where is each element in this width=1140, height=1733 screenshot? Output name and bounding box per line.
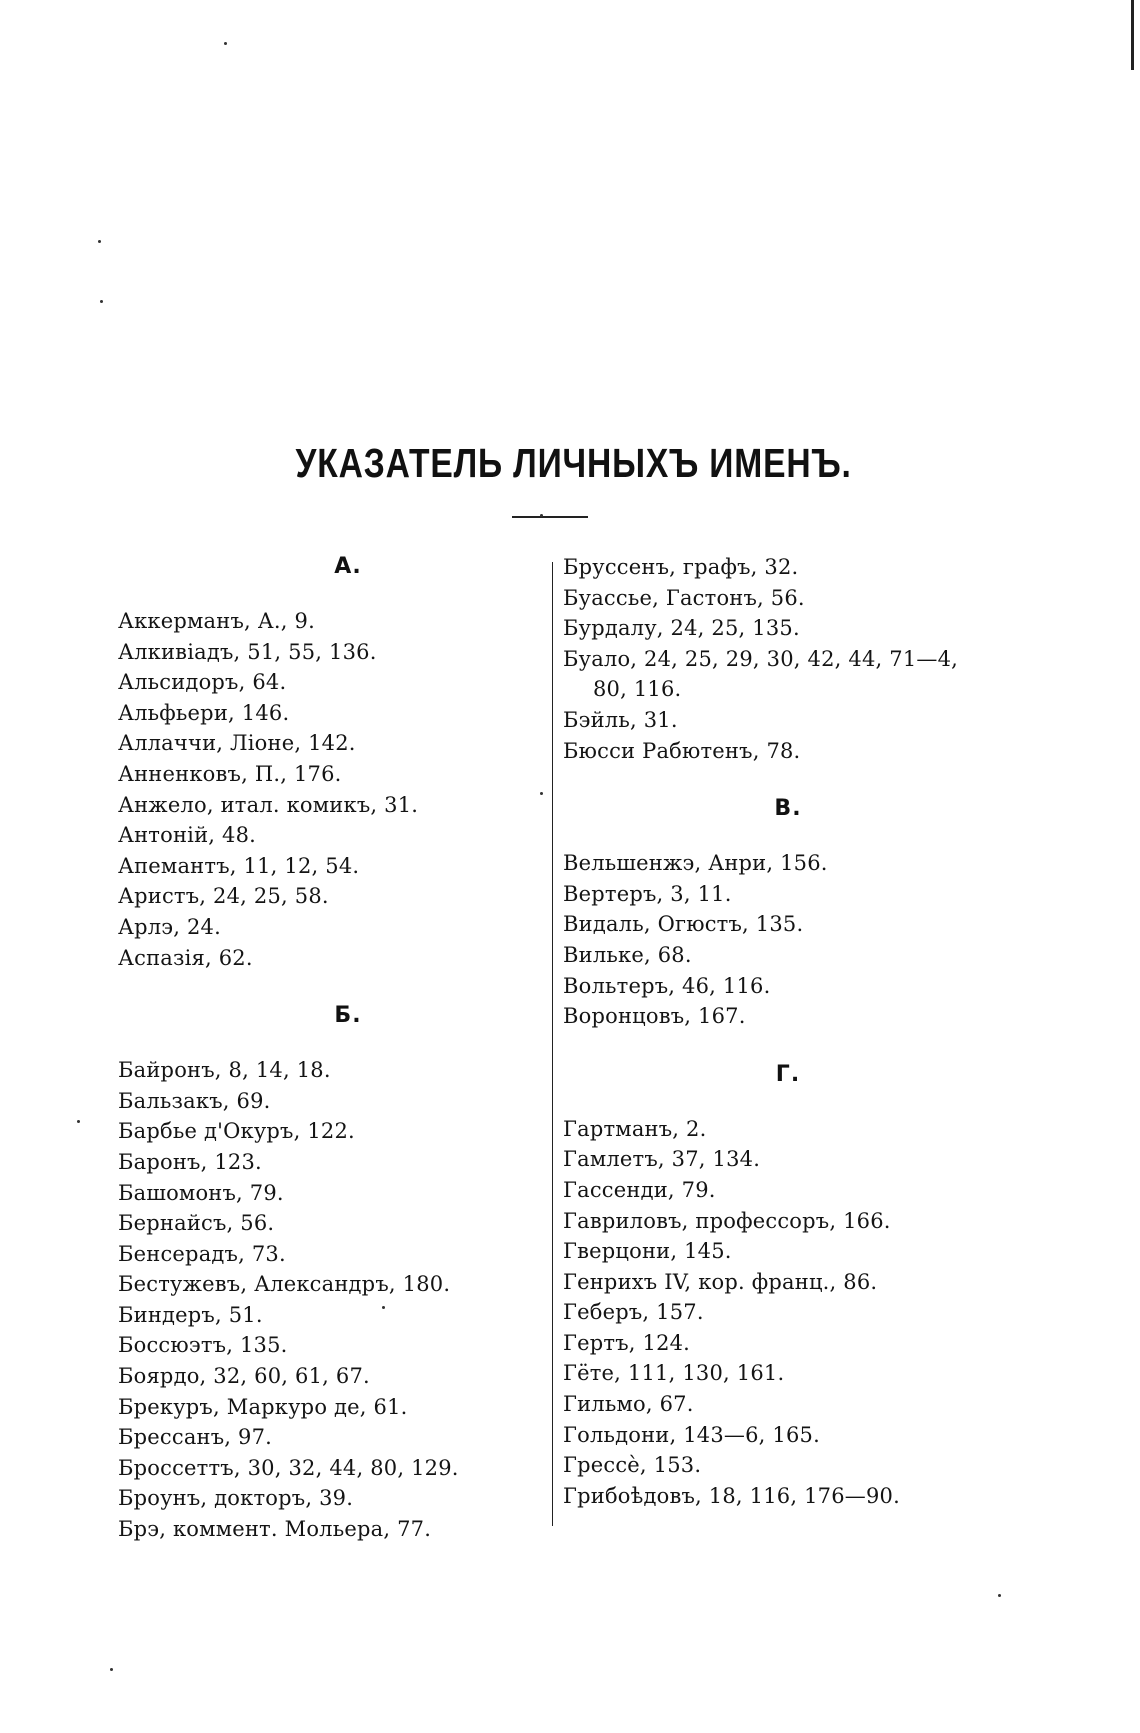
index-entry: Вильке, 68. <box>563 942 692 967</box>
section-g <box>563 1060 1003 1512</box>
index-entry: Воронцовъ, 167. <box>563 1004 746 1029</box>
index-entry: Гольдони, 143—6, 165. <box>563 1422 820 1447</box>
index-entry: Генрихъ IV, кор. франц., 86. <box>563 1269 878 1294</box>
column-divider <box>552 562 553 1526</box>
index-entry: Анненковъ, П., 176. <box>118 761 342 786</box>
section-letter-v: В. <box>774 796 802 822</box>
index-entry: Вольтеръ, 46, 116. <box>563 973 771 998</box>
print-speck <box>382 1306 385 1309</box>
entry-list-b <box>118 1055 548 1545</box>
index-entry: Брекуръ, Маркуро де, 61. <box>118 1394 408 1419</box>
index-entry: Гартманъ, 2. <box>563 1116 707 1141</box>
section-letter-a: А. <box>334 554 362 579</box>
print-speck <box>998 1594 1001 1597</box>
left-column <box>118 552 548 1545</box>
right-column <box>563 552 1003 1511</box>
section-letter-b: Б. <box>334 1003 362 1029</box>
index-entry: Броссеттъ, 30, 32, 44, 80, 129. <box>118 1455 459 1480</box>
index-entry: Аккерманъ, А., 9. <box>118 609 315 633</box>
index-entry: Барбье д'Окуръ, 122. <box>118 1119 355 1144</box>
index-entry: Гассенди, 79. <box>563 1177 716 1202</box>
index-entry: Гверцони, 145. <box>563 1239 732 1264</box>
entry-list-v <box>563 848 1003 1032</box>
print-speck <box>98 240 101 243</box>
section-a <box>118 552 548 973</box>
index-entry: Вельшенжэ, Анри, 156. <box>563 851 828 876</box>
index-entry: Альсидоръ, 64. <box>118 670 287 695</box>
index-entry: Гавриловъ, профессоръ, 166. <box>563 1208 891 1233</box>
index-entry: Бруссенъ, графъ, 32. <box>563 555 799 579</box>
index-entry: Гёте, 111, 130, 161. <box>563 1361 785 1386</box>
index-entry: Бенсерадъ, 73. <box>118 1241 286 1266</box>
section-b <box>118 1001 548 1545</box>
index-entry: Видаль, Огюстъ, 135. <box>563 912 804 937</box>
print-speck <box>540 514 543 517</box>
index-entry: Бэйль, 31. <box>563 707 678 732</box>
index-entry: Апемантъ, 11, 12, 54. <box>118 853 360 878</box>
index-entry: Гильмо, 67. <box>563 1392 694 1417</box>
index-entry: Бестужевъ, Александръ, 180. <box>118 1272 451 1297</box>
index-entry: Аспазія, 62. <box>118 945 253 970</box>
index-entry: Бюсси Рабютенъ, 78. <box>563 738 801 763</box>
index-entry: Боярдо, 32, 60, 61, 67. <box>118 1364 370 1389</box>
index-entry: Анжело, итал. комикъ, 31. <box>118 792 419 817</box>
index-entry: Бернайсъ, 56. <box>118 1211 275 1236</box>
print-speck <box>77 1120 80 1123</box>
index-entry: Боссюэтъ, 135. <box>118 1333 288 1358</box>
index-entry-continuation: 80, 116. <box>593 677 682 702</box>
index-entry: Вертеръ, 3, 11. <box>563 881 732 906</box>
index-entry: Баронъ, 123. <box>118 1149 262 1174</box>
index-entry: Аристъ, 24, 25, 58. <box>118 884 329 909</box>
page-edge-line <box>1131 0 1134 70</box>
index-entry: Гертъ, 124. <box>563 1330 691 1355</box>
print-speck <box>100 300 103 303</box>
title-rule <box>512 516 588 518</box>
section-v <box>563 794 1003 1032</box>
index-entry: Буассье, Гастонъ, 56. <box>563 585 805 610</box>
index-entry: Гамлетъ, 37, 134. <box>563 1147 761 1172</box>
index-entry: Бурдалу, 24, 25, 135. <box>563 616 800 641</box>
entry-list-b-continued <box>563 552 1003 766</box>
index-entry: Альфьери, 146. <box>118 700 290 725</box>
index-entry: Грессè, 153. <box>563 1453 702 1478</box>
index-entry: Брессанъ, 97. <box>118 1425 273 1450</box>
index-entry: Броунъ, докторъ, 39. <box>118 1486 354 1511</box>
section-letter-g: Г. <box>775 1061 801 1087</box>
index-entry: Буало, 24, 25, 29, 30, 42, 44, 71—4, <box>563 646 959 671</box>
index-entry: Алкивіадъ, 51, 55, 136. <box>118 639 377 664</box>
print-speck <box>110 1668 113 1671</box>
entry-list-a <box>118 606 548 973</box>
index-entry: Байронъ, 8, 14, 18. <box>118 1058 331 1083</box>
index-entry: Брэ, коммент. Мольера, 77. <box>118 1517 432 1542</box>
index-entry: Биндеръ, 51. <box>118 1302 263 1327</box>
index-entry: Геберъ, 157. <box>563 1300 704 1325</box>
index-entry: Аллаччи, Ліоне, 142. <box>118 731 356 756</box>
page-title: УКАЗАТЕЛЬ ЛИЧНЫХЪ ИМЕНЪ. <box>295 440 852 486</box>
entry-list-g <box>563 1114 1003 1512</box>
print-speck <box>540 792 543 795</box>
print-speck <box>224 42 227 45</box>
index-entry: Арлэ, 24. <box>118 914 221 939</box>
index-entry: Грибоѣдовъ, 18, 116, 176—90. <box>563 1483 900 1508</box>
index-entry: Антоній, 48. <box>118 823 257 848</box>
index-entry: Бальзакъ, 69. <box>118 1088 271 1113</box>
index-entry: Башомонъ, 79. <box>118 1180 284 1205</box>
